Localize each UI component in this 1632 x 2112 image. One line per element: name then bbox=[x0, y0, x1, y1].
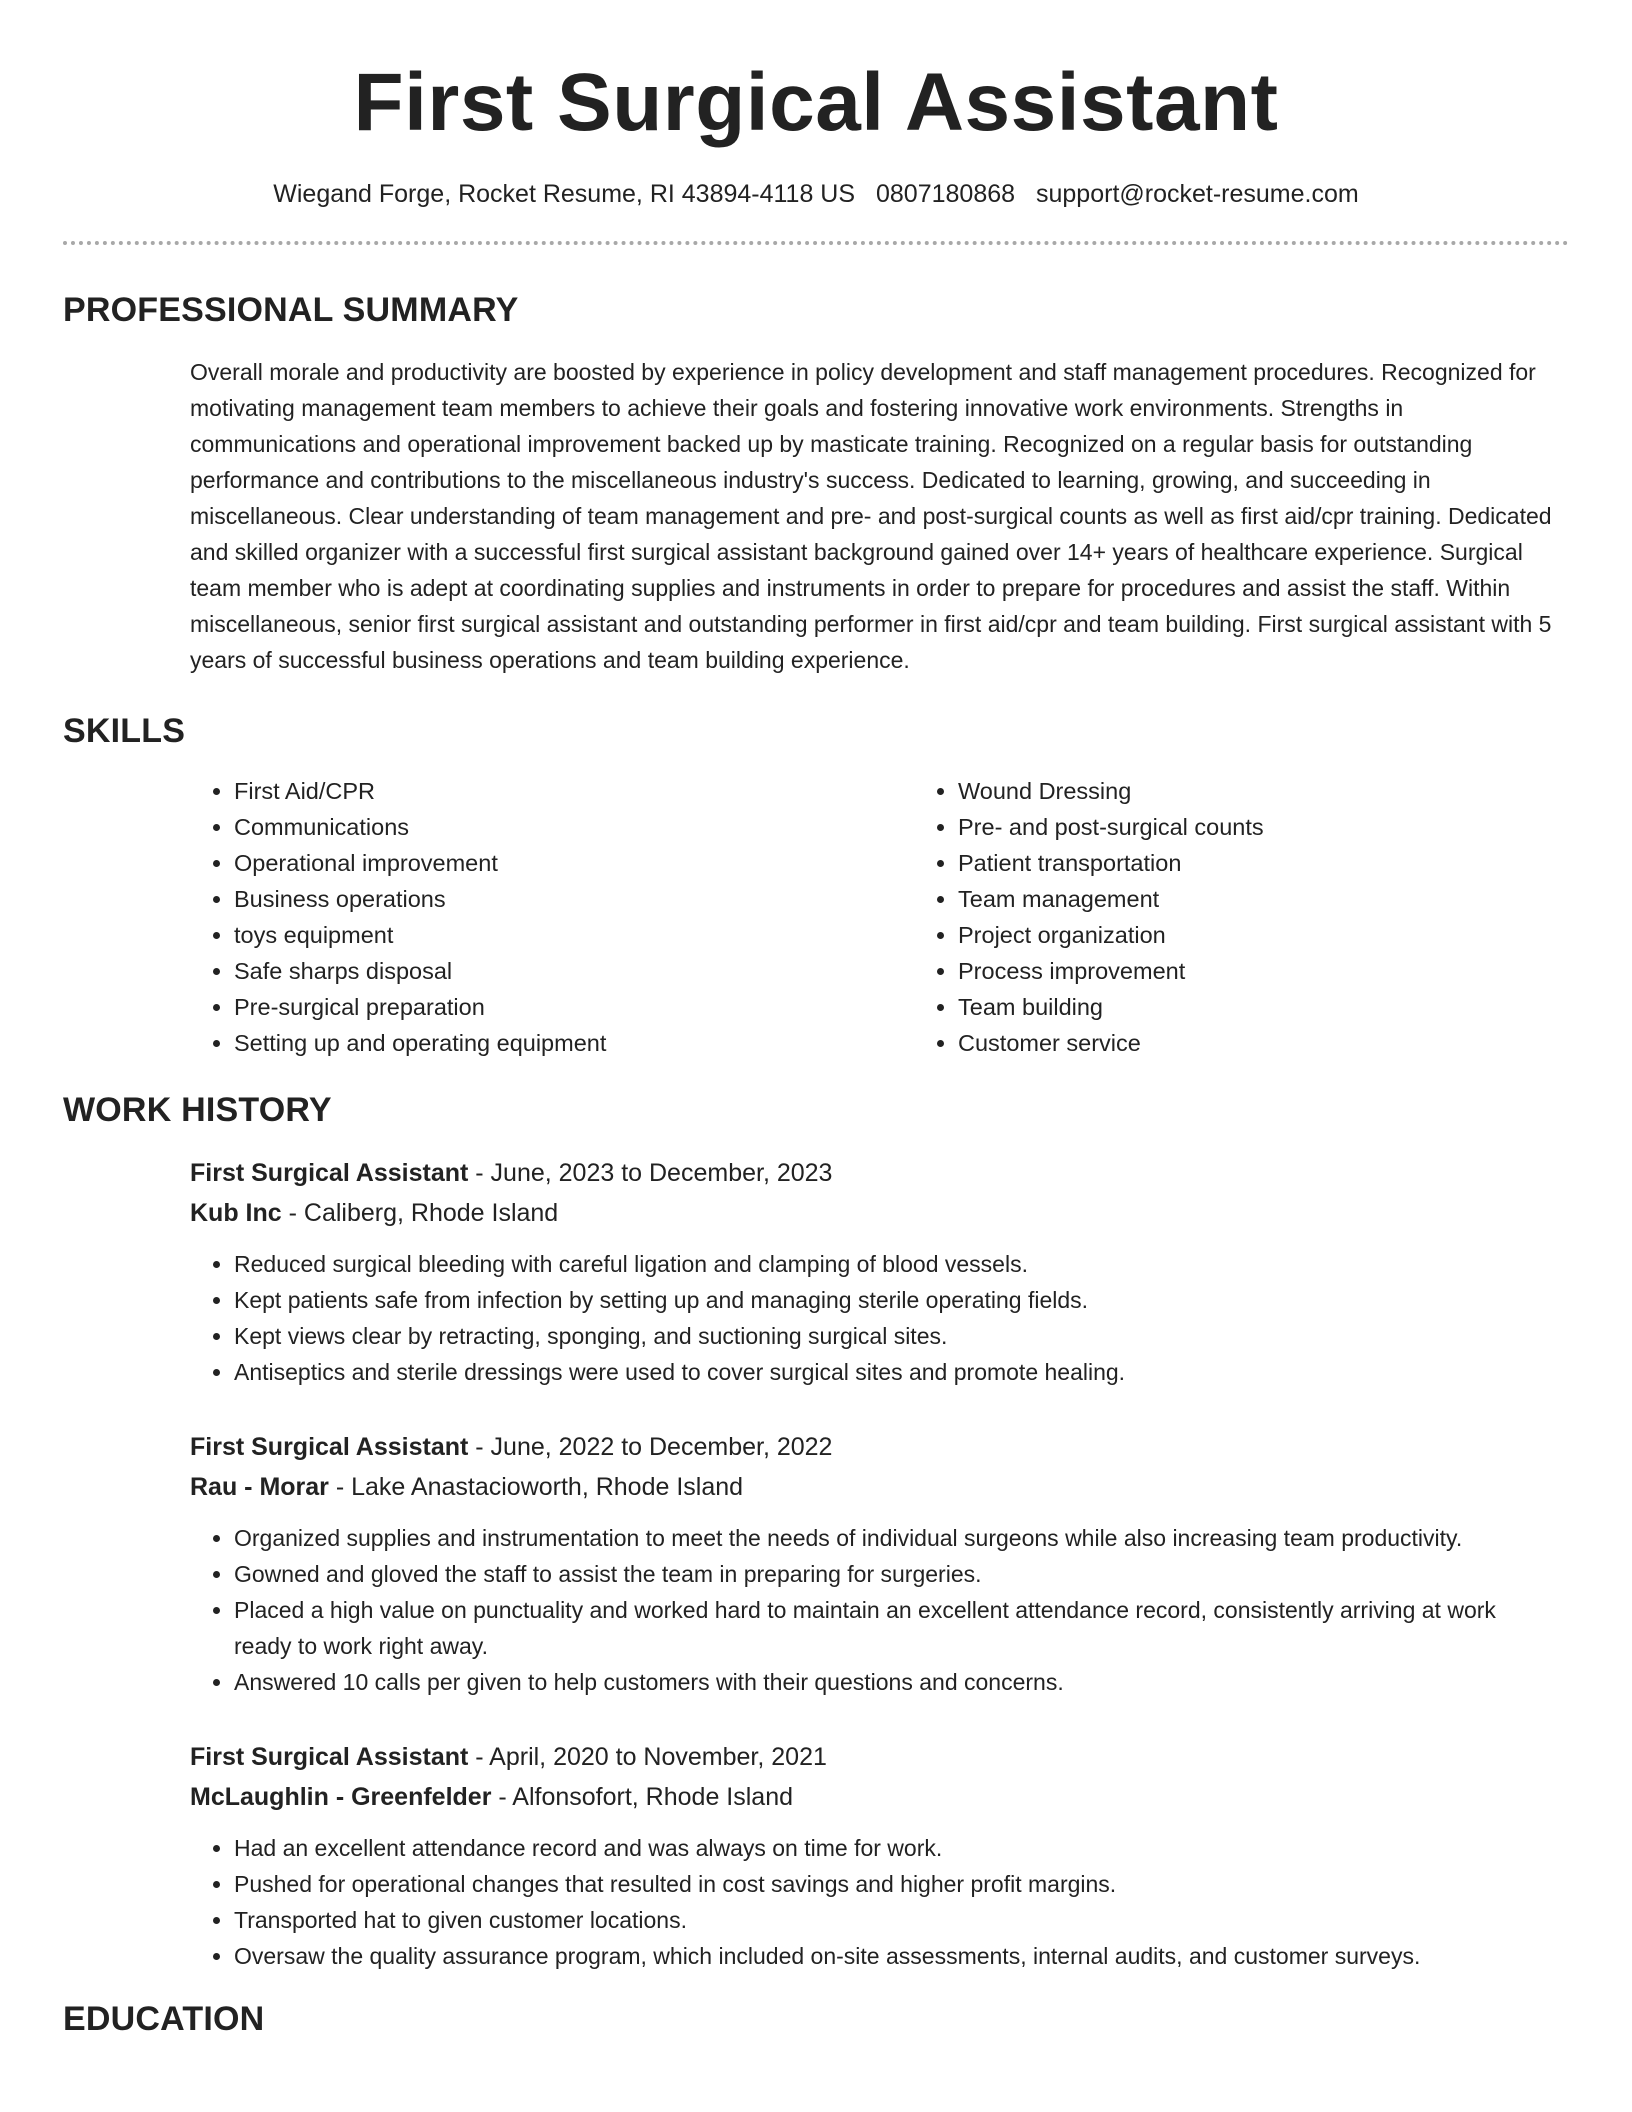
job-company: McLaughlin - Greenfelder bbox=[190, 1783, 492, 1811]
job-company: Kub Inc bbox=[190, 1199, 282, 1227]
job-title: First Surgical Assistant bbox=[190, 1743, 469, 1771]
job-entry bbox=[190, 1154, 1552, 1390]
job-role-line bbox=[190, 1154, 1552, 1192]
skill-item: • First Aid/CPR bbox=[234, 773, 914, 809]
skills-list bbox=[190, 773, 1632, 1061]
job-location: - Lake Anastacioworth, Rhode Island bbox=[328, 1473, 744, 1501]
summary-heading: PROFESSIONAL SUMMARY bbox=[63, 291, 519, 329]
skill-item: • Process improvement bbox=[958, 953, 1558, 989]
job-bullet: • Antiseptics and sterile dressings were used to cover surgical sites and promote healing. bbox=[234, 1354, 1552, 1390]
skill-item: • Team building bbox=[958, 989, 1558, 1025]
contact-phone: 0807180868 bbox=[876, 180, 1016, 208]
job-company-line bbox=[190, 1778, 1552, 1816]
job-bullet: • Organized supplies and instrumentation to meet the needs of individual surgeons while also increasing team productivity. bbox=[234, 1520, 1552, 1556]
skill-item: • Customer service bbox=[958, 1025, 1558, 1061]
job-dates: - June, 2023 to December, 2023 bbox=[468, 1159, 833, 1187]
skill-item: • Safe sharps disposal bbox=[234, 953, 914, 989]
job-location: - Alfonsofort, Rhode Island bbox=[491, 1783, 793, 1811]
skill-item: • Pre-surgical preparation bbox=[234, 989, 914, 1025]
job-company-line bbox=[190, 1468, 1552, 1506]
skill-item: • Business operations bbox=[234, 881, 914, 917]
work-history-heading: WORK HISTORY bbox=[63, 1091, 332, 1129]
job-role-line bbox=[190, 1428, 1552, 1466]
job-company-line bbox=[190, 1194, 1552, 1232]
job-bullet: • Gowned and gloved the staff to assist the team in preparing for surgeries. bbox=[234, 1556, 1552, 1592]
skill-item: • toys equipment bbox=[234, 917, 914, 953]
skill-item: • Project organization bbox=[958, 917, 1558, 953]
job-company: Rau - Morar bbox=[190, 1473, 329, 1501]
job-bullets bbox=[190, 1830, 1552, 1974]
contact-email: support@rocket-resume.com bbox=[1036, 180, 1359, 208]
job-bullets bbox=[190, 1246, 1552, 1390]
job-bullet: • Kept views clear by retracting, sponging, and suctioning surgical sites. bbox=[234, 1318, 1552, 1354]
job-entry bbox=[190, 1428, 1552, 1700]
skill-item: • Operational improvement bbox=[234, 845, 914, 881]
job-bullet: • Transported hat to given customer locations. bbox=[234, 1902, 1552, 1938]
skills-heading: SKILLS bbox=[63, 712, 186, 750]
skill-item: • Setting up and operating equipment bbox=[234, 1025, 914, 1061]
job-role-line bbox=[190, 1738, 1552, 1776]
job-dates: - April, 2020 to November, 2021 bbox=[468, 1743, 827, 1771]
job-title: First Surgical Assistant bbox=[190, 1159, 469, 1187]
job-bullets bbox=[190, 1520, 1552, 1700]
contact-address: Wiegand Forge, Rocket Resume, RI 43894-4118 US bbox=[273, 180, 856, 208]
job-bullet: • Pushed for operational changes that resulted in cost savings and higher profit margins. bbox=[234, 1866, 1552, 1902]
header-divider bbox=[63, 241, 1569, 245]
skill-item: • Communications bbox=[234, 809, 914, 845]
candidate-name: First Surgical Assistant bbox=[353, 57, 1279, 148]
job-bullet: • Oversaw the quality assurance program, which included on-site assessments, internal audits, and customer surveys. bbox=[234, 1938, 1552, 1974]
job-bullet: • Had an excellent attendance record and was always on time for work. bbox=[234, 1830, 1552, 1866]
skills-column-right bbox=[914, 773, 1558, 1061]
job-bullet: • Reduced surgical bleeding with careful ligation and clamping of blood vessels. bbox=[234, 1246, 1552, 1282]
job-bullet: • Kept patients safe from infection by setting up and managing sterile operating fields. bbox=[234, 1282, 1552, 1318]
skills-column-left bbox=[190, 773, 914, 1061]
skill-item: • Pre- and post-surgical counts bbox=[958, 809, 1558, 845]
skill-item: • Patient transportation bbox=[958, 845, 1558, 881]
skill-item: • Wound Dressing bbox=[958, 773, 1558, 809]
job-entry bbox=[190, 1738, 1552, 1974]
education-heading: EDUCATION bbox=[63, 2000, 265, 2038]
job-bullet: • Placed a high value on punctuality and worked hard to maintain an excellent attendance record, consistently arriving at work ready to work right away. bbox=[234, 1592, 1552, 1664]
contact-line bbox=[0, 180, 1632, 209]
job-dates: - June, 2022 to December, 2022 bbox=[468, 1433, 833, 1461]
job-title: First Surgical Assistant bbox=[190, 1433, 469, 1461]
job-location: - Caliberg, Rhode Island bbox=[281, 1199, 559, 1227]
job-bullet: • Answered 10 calls per given to help customers with their questions and concerns. bbox=[234, 1664, 1552, 1700]
summary-text: Overall morale and productivity are boosted by experience in policy development and staff management procedures. Recognized for motivating management team members to achieve their goals and fostering innovative work environments. Strengths in communications and operational improvement backed up by masticate training. Recognized on a regular basis for outstanding performance and contributions to the miscellaneous industry's success. Dedicated to learning, growing, and succeeding in miscellaneous. Clear understanding of team management and pre- and post-surgical counts as well as first aid/cpr training. Dedicated and skilled organizer with a successful first surgical assistant background gained over 14+ years of healthcare experience. Surgical team member who is adept at coordinating supplies and instruments in order to prepare for procedures and assist the staff. Within miscellaneous, senior first surgical assistant and outstanding performer in first aid/cpr and team building. First surgical assistant with 5 years of successful business operations and team building experience. bbox=[190, 359, 1552, 673]
skill-item: • Team management bbox=[958, 881, 1558, 917]
